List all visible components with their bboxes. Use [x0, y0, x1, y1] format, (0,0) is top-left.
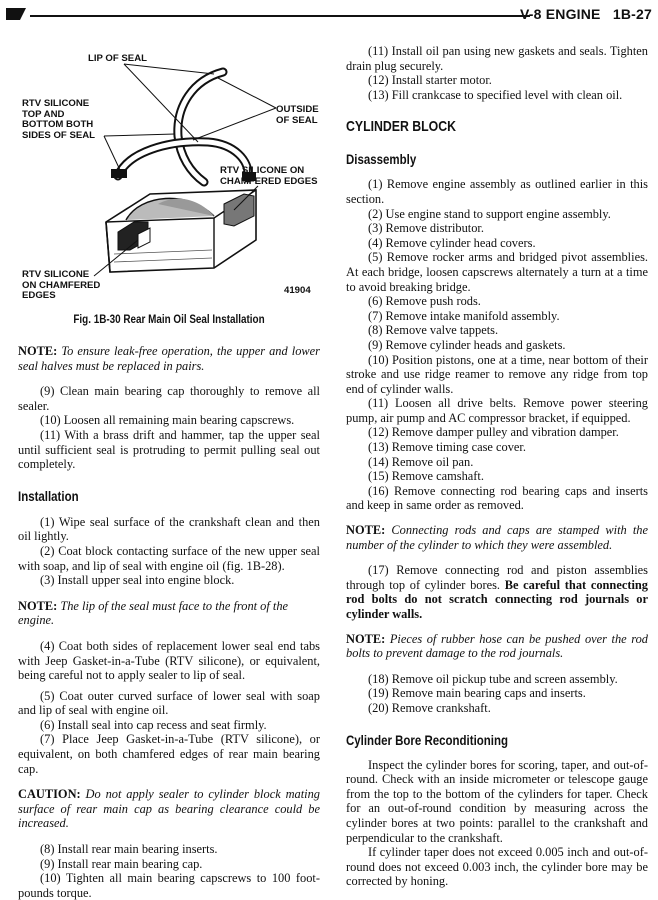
header-rule [30, 15, 530, 17]
cylinder-block-heading: CYLINDER BLOCK [346, 118, 457, 136]
step-item: (3) Remove distributor. [368, 221, 484, 236]
step-item: (9) Remove cylinder heads and gaskets. [368, 337, 566, 352]
caution-sealer: CAUTION: Do not apply sealer to cylinder block mating surface of rear main cap as bearing clearance could be increased. [18, 787, 320, 831]
step-item: (13) Remove timing case cover. [368, 440, 526, 455]
step-item: (2) Use engine stand to support engine assembly. [368, 206, 611, 221]
step-item: (9) Install rear main bearing cap. [40, 856, 203, 871]
figure-caption: Fig. 1B-30 Rear Main Oil Seal Installation [73, 314, 265, 326]
step-item: (8) Remove valve tappets. [368, 323, 499, 338]
step-item: (11) With a brass drift and hammer, tap the upper seal until sufficient seal is protruding to permit pulling seal out completely. [18, 427, 320, 472]
step-item: (12) Remove damper pulley and vibration damper. [368, 425, 619, 440]
installation-heading: Installation [18, 487, 79, 504]
step-item: (9) Clean main bearing cap thoroughly to remove all sealer. [18, 384, 320, 413]
label-rtv-top-bottom: RTV SILICONE TOP AND BOTTOM BOTH SIDES OF SEAL [22, 98, 96, 141]
section-tab-mark [6, 8, 20, 20]
disassembly-steps [346, 177, 648, 513]
step-item: (2) Coat block contacting surface of the new upper seal with soap, and lip of seal with engine oil (fig. 1B-28). [18, 543, 320, 573]
page-title: V-8 ENGINE 1B-27 [520, 6, 652, 22]
note-leak-free: NOTE: To ensure leak-free operation, the upper and lower seal halves must be replaced in pairs. [18, 344, 320, 373]
label-lip-of-seal: LIP OF SEAL [88, 53, 147, 64]
seal-figure [18, 44, 320, 306]
note-lip-front: NOTE: The lip of the seal must face to the front of the engine. [18, 598, 289, 628]
step-item: (13) Fill crankcase to specified level with clean oil. [368, 87, 623, 102]
label-rtv-edges: RTV SILICONE ON CHAMFERED EDGES [22, 269, 101, 301]
step-item: (3) Install upper seal into engine block. [40, 573, 235, 588]
step-item: (6) Remove push rods. [368, 294, 481, 309]
bore-reconditioning-heading: Cylinder Bore Reconditioning [346, 731, 509, 748]
step-item: (5) Remove rocker arms and bridged pivot assemblies. At each bridge, loosen capscrews alternately a turn at a time to avoid breaking bridge. [346, 250, 648, 294]
step-item: (10) Loosen all remaining main bearing capscrews. [40, 413, 295, 428]
step-item: (6) Install seal into cap recess and seat firmly. [40, 717, 267, 732]
final-steps [346, 672, 648, 716]
label-rtv-chamfered: RTV SILICONE ON CHAMFERED EDGES [220, 165, 318, 187]
oil-pan-steps [346, 44, 648, 102]
step-item: (11) Install oil pan using new gaskets and seals. Tighten drain plug securely. [346, 44, 648, 73]
bore-paragraphs [346, 758, 648, 889]
paragraph: Inspect the cylinder bores for scoring, taper, and out-of-round. Check with an inside micrometer or telescope gauge from the top to the bottom of the cylinders for taper. Check for an out-of-round condition by measuring across the cylinder bores at two points: parallel to the crankshaft and perpendicular to the crankshaft. [346, 757, 648, 845]
right-column [346, 44, 648, 889]
step-item: (20) Remove crankshaft. [368, 700, 491, 715]
step-item: (4) Coat both sides of replacement lower seal end tabs with Jeep Gasket-in-a-Tube (RTV silicone), or equivalent, being careful not to apply sealer to lip of seal. [18, 638, 320, 683]
step-item: (7) Remove intake manifold assembly. [368, 308, 560, 323]
step-17: (17) Remove connecting rod and piston assemblies through top of cylinder bores. Be careful that connecting rod bolts do not scratch connecting rod journals or cylinder walls. [346, 563, 648, 621]
step-item: (1) Wipe seal surface of the crankshaft clean and then oil lightly. [18, 514, 320, 544]
installation-steps-2 [18, 639, 320, 776]
step-item: (1) Remove engine assembly as outlined earlier in this section. [346, 177, 648, 206]
removal-steps [18, 384, 320, 472]
step-item: (19) Remove main bearing caps and inserts. [368, 686, 586, 701]
installation-steps-3 [18, 842, 320, 900]
figure-number: 41904 [284, 285, 311, 296]
paragraph: If cylinder taper does not exceed 0.005 inch and out-of-round does not exceed 0.003 inch, the cylinder bore may be corrected by honing. [346, 845, 648, 889]
disassembly-heading: Disassembly [346, 151, 417, 168]
step-item: (4) Remove cylinder head covers. [368, 235, 536, 250]
step-item: (11) Loosen all drive belts. Remove power steering pump, air pump and AC compressor bracket, if equipped. [346, 396, 648, 425]
step-item: (16) Remove connecting rod bearing caps and inserts and keep in same order as removed. [346, 483, 648, 513]
step-item: (14) Remove oil pan. [368, 454, 474, 469]
note-rubber-hose: NOTE: Pieces of rubber hose can be pushed over the rod bolts to prevent damage to the rod journals. [346, 631, 648, 661]
step-item: (18) Remove oil pickup tube and screen assembly. [368, 671, 618, 686]
step-item: (5) Coat outer curved surface of lower seal with soap and lip of seal with engine oil. [18, 688, 320, 718]
step-item: (8) Install rear main bearing inserts. [40, 842, 218, 857]
left-column [18, 44, 320, 900]
step-item: (12) Install starter motor. [368, 73, 492, 88]
step-item: (7) Place Jeep Gasket-in-a-Tube (RTV silicone), or equivalent, on both chamfered edges of rear main bearing cap. [18, 732, 320, 776]
installation-steps-1 [18, 515, 320, 588]
step-item: (15) Remove camshaft. [368, 469, 484, 484]
step-item: (10) Position pistons, one at a time, near bottom of their stroke and use ridge reamer to remove any ridge from top end of cylinder walls. [346, 352, 648, 396]
label-outside-of-seal: OUTSIDE OF SEAL [276, 104, 319, 126]
page-header [6, 6, 652, 24]
step-item: (10) Tighten all main bearing capscrews to 100 foot-pounds torque. [18, 871, 320, 900]
note-rods-stamped: NOTE: Connecting rods and caps are stamped with the number of the cylinder to which they were assembled. [346, 523, 648, 552]
